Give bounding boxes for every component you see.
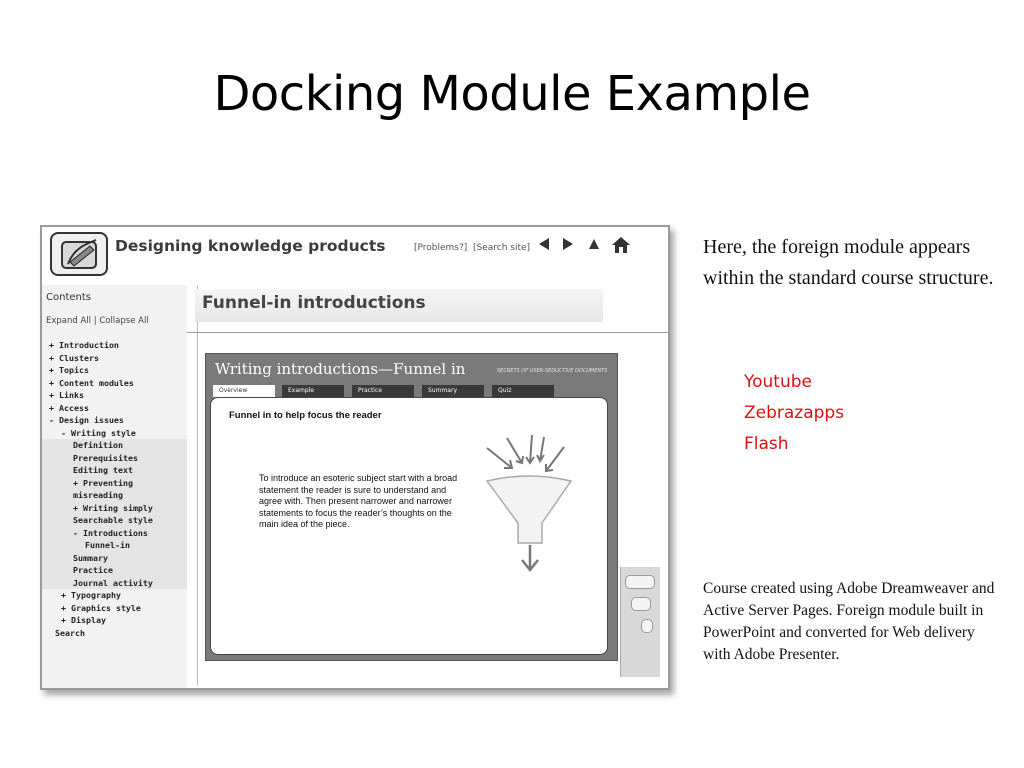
sidebar-item[interactable]: + Graphics style: [61, 602, 141, 613]
contents-sidebar: [42, 285, 187, 690]
sidebar-item[interactable]: Funnel-in: [42, 539, 187, 552]
sidebar-item[interactable]: Searchable style: [42, 514, 187, 527]
sidebar-item[interactable]: Journal activity: [42, 577, 187, 590]
expand-collapse-row: [46, 316, 149, 326]
sidebar-item[interactable]: + Links: [49, 390, 84, 400]
module-tab-example[interactable]: Example: [282, 385, 344, 397]
sidebar-item[interactable]: Search: [55, 627, 85, 638]
problems-link[interactable]: [Problems?]: [414, 243, 468, 253]
caption-top: Here, the foreign module appears within the standard course structure.: [703, 236, 994, 289]
page-heading: Funnel-in introductions: [202, 293, 426, 313]
sidebar-item[interactable]: - Design issues: [49, 415, 124, 425]
course-title: Designing knowledge products: [115, 237, 386, 255]
sidebar-item[interactable]: Prerequisites: [42, 452, 187, 465]
sidebar-item[interactable]: + Access: [49, 402, 89, 413]
sidebar-item[interactable]: - Introductions: [42, 527, 187, 540]
collapse-all-link[interactable]: Collapse All: [99, 316, 149, 326]
panel-heading: Funnel in to help focus the reader: [229, 410, 382, 421]
forward-arrow-icon[interactable]: [561, 236, 575, 252]
module-control-button[interactable]: [625, 575, 655, 589]
module-control-button[interactable]: [631, 597, 651, 611]
sidebar-item[interactable]: + Introduction: [49, 340, 119, 350]
module-tab-quiz[interactable]: Quiz: [492, 385, 554, 397]
sidebar-item[interactable]: Editing text: [42, 464, 187, 477]
home-icon[interactable]: [611, 236, 631, 254]
format-item: Zebrazapps: [744, 403, 845, 423]
module-tab-summary[interactable]: Summary: [422, 385, 484, 397]
module-tab-overview[interactable]: Overview: [213, 385, 275, 397]
sidebar-item[interactable]: + Clusters: [49, 352, 99, 363]
sidebar-item[interactable]: + Topics: [49, 365, 89, 375]
module-tab-practice[interactable]: Practice: [352, 385, 414, 397]
sidebar-item[interactable]: + Typography: [61, 590, 121, 600]
module-title: Writing introductions—Funnel in: [215, 360, 466, 378]
format-item: Youtube: [744, 372, 812, 392]
formats-list: [744, 367, 844, 460]
expand-all-link[interactable]: Expand All: [46, 316, 92, 326]
sidebar-item[interactable]: + Writing simply: [42, 502, 187, 515]
expand-separator: |: [93, 316, 97, 326]
up-arrow-icon[interactable]: [587, 236, 601, 252]
sidebar-item[interactable]: + Display: [61, 615, 106, 625]
format-item: Flash: [744, 434, 789, 454]
module-control-rail: [620, 567, 660, 677]
module-control-button[interactable]: [641, 619, 653, 633]
back-arrow-icon[interactable]: [537, 236, 551, 252]
sidebar-item[interactable]: Definition: [42, 439, 187, 452]
sidebar-item[interactable]: Summary: [42, 552, 187, 565]
search-site-link[interactable]: [Search site]: [473, 243, 531, 253]
course-logo: [50, 232, 108, 276]
sidebar-item[interactable]: Practice: [42, 564, 187, 577]
caption-bottom: Course created using Adobe Dreamweaver and Active Server Pages. Foreign module built in PowerPoint and converted for Web delivery with Adobe Presenter.: [703, 580, 995, 663]
funnel-illustration-icon: [482, 433, 572, 573]
course-screenshot: [40, 225, 670, 690]
sidebar-item[interactable]: + Content modules: [49, 377, 134, 388]
content-divider: [197, 285, 198, 685]
heading-rule: [187, 332, 668, 333]
course-header: [42, 227, 668, 285]
module-tagline: SECRETS OF USER-SEDUCTIVE DOCUMENTS: [497, 368, 608, 374]
sidebar-item[interactable]: + Preventing: [42, 477, 187, 490]
contents-label: Contents: [46, 292, 91, 303]
slide-title: Docking Module Example: [213, 66, 811, 122]
table-of-contents: [42, 339, 187, 639]
sidebar-item[interactable]: - Writing style: [61, 427, 136, 438]
panel-body: To introduce an esoteric subject start with a broad statement the reader is sure to understand and agree with. Then present narrower and narrower statements to focus the reader’s thoughts on the main idea of the piece.: [259, 473, 458, 529]
sidebar-item[interactable]: misreading: [42, 489, 187, 502]
